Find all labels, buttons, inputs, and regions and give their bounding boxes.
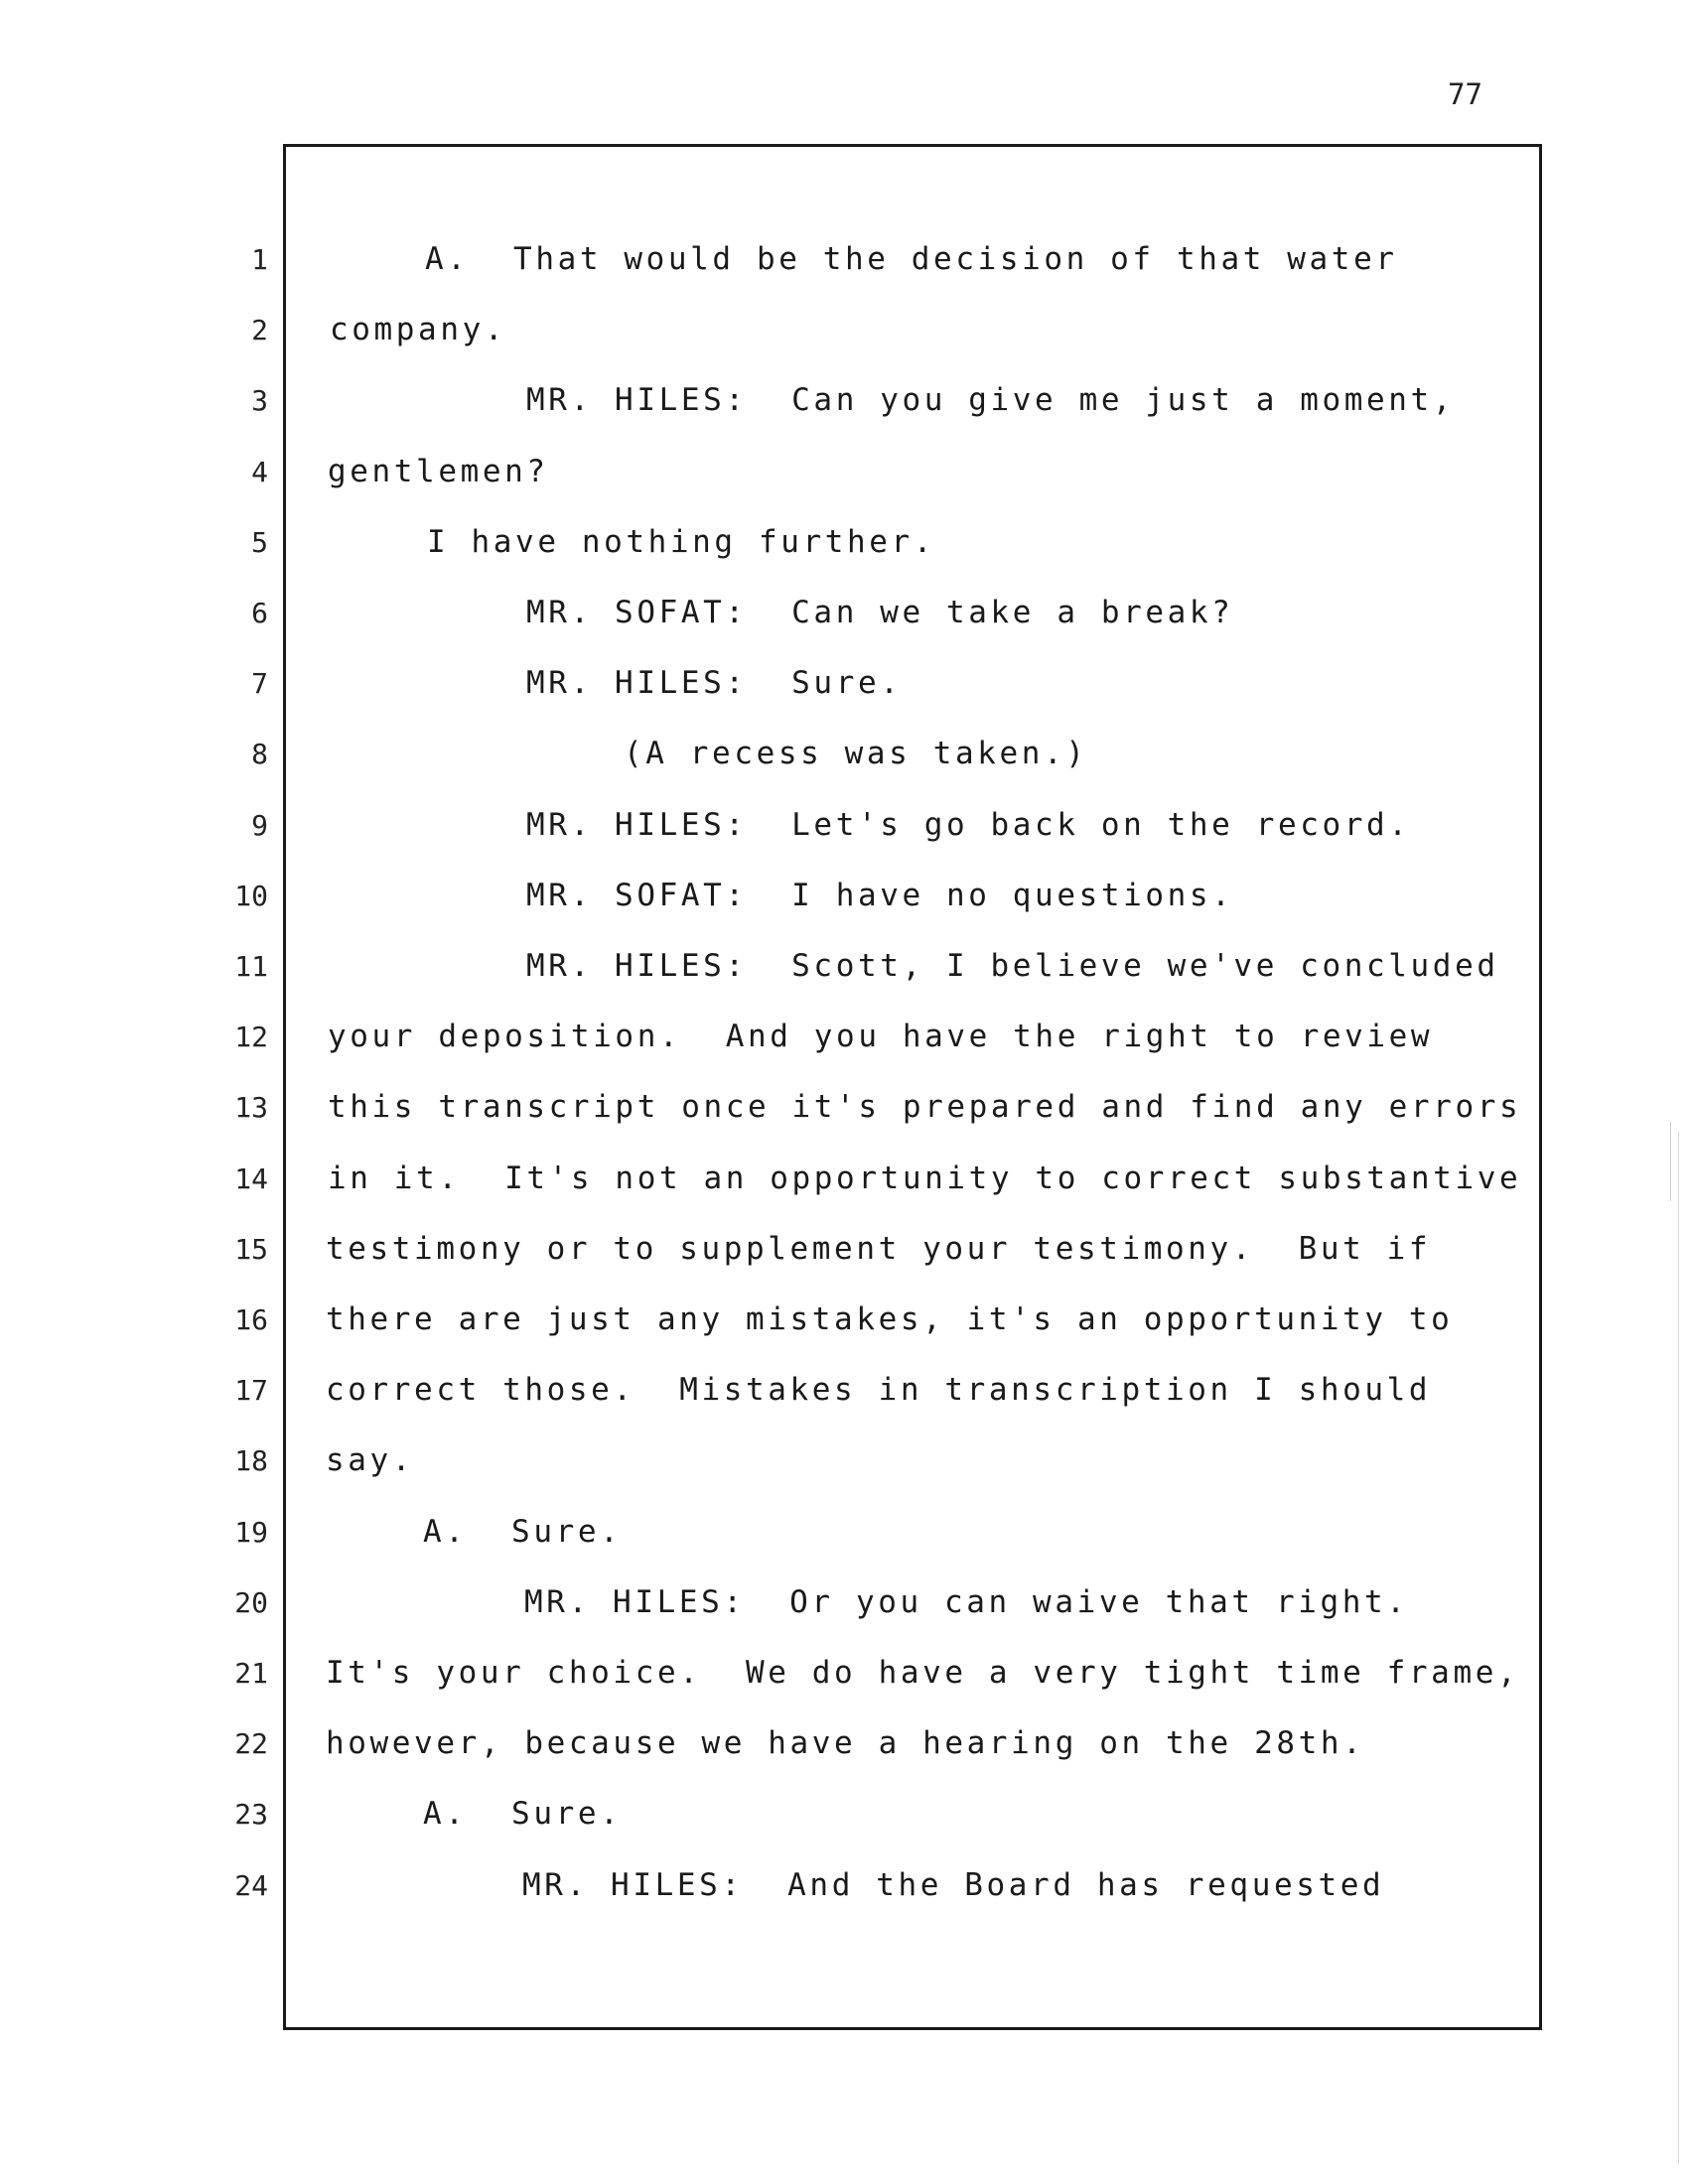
line-number: 6	[251, 597, 268, 629]
transcript-line: MR. SOFAT: I have no questions.	[526, 877, 1234, 913]
line-number: 21	[234, 1657, 268, 1690]
line-number: 5	[251, 525, 268, 559]
line-number: 12	[234, 1021, 268, 1054]
line-number: 9	[251, 808, 268, 842]
transcript-line: in it. It's not an opportunity to correct substantive	[328, 1160, 1522, 1196]
line-number: 16	[234, 1303, 268, 1336]
line-number: 18	[234, 1444, 268, 1478]
line-number: 1	[251, 243, 268, 276]
line-number: 7	[251, 667, 268, 701]
transcript-line: MR. HILES: Let's go back on the record.	[526, 806, 1411, 843]
transcript-line: your deposition. And you have the right to review	[328, 1019, 1434, 1055]
line-number: 14	[234, 1161, 268, 1195]
line-number: 20	[234, 1585, 268, 1619]
transcript-line: MR. SOFAT: Can we take a break?	[526, 595, 1234, 630]
line-number: 10	[234, 879, 268, 912]
transcript-line: MR. HILES: Sure.	[526, 665, 903, 702]
line-number: 19	[234, 1515, 268, 1549]
transcript-line: gentlemen?	[328, 453, 549, 489]
transcript-line: (A recess was taken.)	[624, 736, 1088, 772]
line-number: 3	[251, 384, 268, 418]
line-number: 13	[234, 1091, 268, 1125]
line-number: 8	[251, 738, 268, 771]
line-number: 17	[234, 1374, 268, 1408]
transcript-line: A. Sure.	[423, 1796, 623, 1833]
transcript-line: there are just any mistakes, it's an opportunity to	[326, 1301, 1454, 1337]
transcript-line: this transcript once it's prepared and find any errors	[328, 1089, 1522, 1126]
transcript-line: It's your choice. We do have a very tight time frame,	[326, 1655, 1520, 1691]
transcript-line: company.	[330, 312, 507, 348]
transcript-line: correct those. Mistakes in transcription I should	[326, 1372, 1432, 1409]
line-number: 24	[234, 1868, 268, 1902]
line-number: 4	[251, 455, 268, 488]
line-number: 11	[234, 950, 268, 983]
transcript-line: MR. HILES: Or you can waive that right.	[524, 1583, 1409, 1620]
transcript-line: A. Sure.	[423, 1513, 623, 1550]
transcript-line: testimony or to supplement your testimony. But if	[326, 1230, 1432, 1267]
transcript-line: A. That would be the decision of that water	[425, 241, 1398, 277]
scan-edge-mark	[1678, 1132, 1679, 2164]
transcript-line: however, because we have a hearing on the 28th.	[326, 1725, 1365, 1762]
line-number: 15	[234, 1232, 268, 1266]
transcript-line: I have nothing further.	[427, 523, 936, 560]
line-number: 2	[251, 314, 268, 347]
line-number: 23	[234, 1798, 268, 1832]
transcript-line: say.	[326, 1442, 415, 1479]
line-number: 22	[234, 1727, 268, 1761]
scan-edge-mark	[1670, 1122, 1671, 1201]
page-number: 77	[1448, 77, 1482, 111]
transcript-line: MR. HILES: And the Board has requested	[522, 1866, 1385, 1903]
transcript-line: MR. HILES: Scott, I believe we've concluded	[526, 948, 1499, 984]
transcript-line: MR. HILES: Can you give me just a moment,	[526, 382, 1456, 419]
